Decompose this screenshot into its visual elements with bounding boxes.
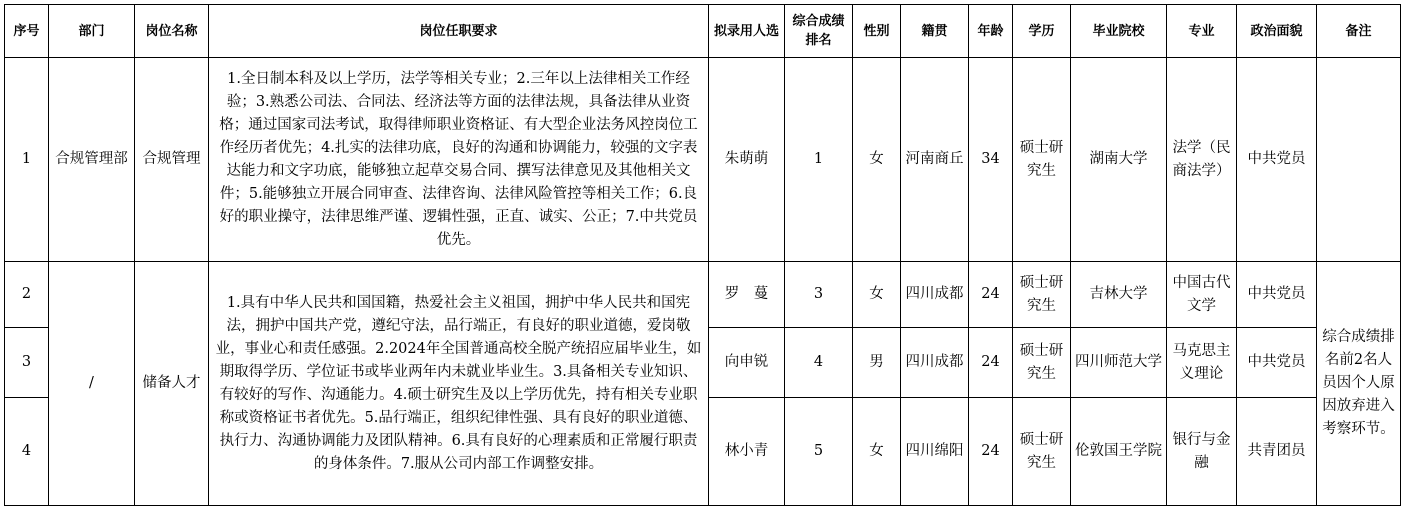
header-gender: 性别 — [853, 5, 901, 58]
cell-education: 硕士研究生 — [1013, 398, 1071, 506]
table-row — [5, 58, 1401, 262]
cell-age: 24 — [969, 328, 1013, 398]
cell-position: 储备人才 — [135, 262, 209, 506]
cell-origin: 河南商丘 — [901, 58, 969, 262]
cell-school: 四川师范大学 — [1071, 328, 1167, 398]
cell-major: 银行与金融 — [1167, 398, 1237, 506]
cell-school: 吉林大学 — [1071, 262, 1167, 328]
cell-political: 中共党员 — [1237, 262, 1317, 328]
cell-candidate: 林小青 — [709, 398, 785, 506]
cell-origin: 四川成都 — [901, 262, 969, 328]
cell-position: 合规管理 — [135, 58, 209, 262]
cell-no: 4 — [5, 398, 49, 506]
header-origin: 籍贯 — [901, 5, 969, 58]
header-school: 毕业院校 — [1071, 5, 1167, 58]
header-political: 政治面貌 — [1237, 5, 1317, 58]
cell-origin: 四川绵阳 — [901, 398, 969, 506]
cell-school: 湖南大学 — [1071, 58, 1167, 262]
header-row — [5, 5, 1401, 58]
header-department: 部门 — [49, 5, 135, 58]
cell-candidate: 向申锐 — [709, 328, 785, 398]
header-candidate: 拟录用人选 — [709, 5, 785, 58]
cell-origin: 四川成都 — [901, 328, 969, 398]
cell-major: 法学（民商法学） — [1167, 58, 1237, 262]
header-education: 学历 — [1013, 5, 1071, 58]
table-row — [5, 262, 1401, 328]
cell-no: 1 — [5, 58, 49, 262]
cell-requirements: 1.全日制本科及以上学历，法学等相关专业；2.三年以上法律相关工作经验；3.熟悉公司法、合同法、经济法等方面的法律法规，具备法律从业资格；通过国家司法考试，取得律师职业资格证、有大型企业法务风控岗位工作经历者优先；4.扎实的法律功底，良好的沟通和协调能力，较强的文字表达能力和文字功底，能够独立起草交易合同、撰写法律意见及其他相关文件；5.能够独立开展合同审查、法律咨询、法律风险管控等相关工作；6.良好的职业操守，法律思维严谨、逻辑性强，正直、诚实、公正；7.中共党员优先。 — [209, 58, 709, 262]
cell-department: 合规管理部 — [49, 58, 135, 262]
cell-gender: 男 — [853, 328, 901, 398]
header-rank: 综合成绩排名 — [785, 5, 853, 58]
cell-age: 24 — [969, 262, 1013, 328]
header-note: 备注 — [1317, 5, 1401, 58]
header-requirements: 岗位任职要求 — [209, 5, 709, 58]
cell-note: 综合成绩排名前2名人员因个人原因放弃进入考察环节。 — [1317, 262, 1401, 506]
cell-age: 24 — [969, 398, 1013, 506]
header-position: 岗位名称 — [135, 5, 209, 58]
cell-major: 马克思主义理论 — [1167, 328, 1237, 398]
header-no: 序号 — [5, 5, 49, 58]
cell-education: 硕士研究生 — [1013, 328, 1071, 398]
cell-candidate: 罗 蔓 — [709, 262, 785, 328]
cell-requirements: 1.具有中华人民共和国国籍，热爱社会主义祖国，拥护中华人民共和国宪法，拥护中国共产党，遵纪守法，品行端正，有良好的职业道德，爱岗敬业，事业心和责任感强。2.2024年全国普通高校全脱产统招应届毕业生，如期取得学历、学位证书或毕业两年内未就业毕业生。3.具备相关专业知识、有较好的写作、沟通能力。4.硕士研究生及以上学历优先，持有相关专业职称或资格证书者优先。5.品行端正，组织纪律性强、具有良好的职业道德、执行力、沟通协调能力及团队精神。6.具有良好的心理素质和正常履行职责的身体条件。7.服从公司内部工作调整安排。 — [209, 262, 709, 506]
cell-department: / — [49, 262, 135, 506]
cell-gender: 女 — [853, 262, 901, 328]
cell-rank: 3 — [785, 262, 853, 328]
cell-rank: 1 — [785, 58, 853, 262]
cell-age: 34 — [969, 58, 1013, 262]
cell-political: 共青团员 — [1237, 398, 1317, 506]
header-major: 专业 — [1167, 5, 1237, 58]
cell-school: 伦敦国王学院 — [1071, 398, 1167, 506]
header-age: 年龄 — [969, 5, 1013, 58]
cell-political: 中共党员 — [1237, 328, 1317, 398]
candidate-table — [4, 4, 1401, 506]
cell-rank: 5 — [785, 398, 853, 506]
cell-note — [1317, 58, 1401, 262]
cell-major: 中国古代文学 — [1167, 262, 1237, 328]
cell-gender: 女 — [853, 58, 901, 262]
cell-rank: 4 — [785, 328, 853, 398]
cell-education: 硕士研究生 — [1013, 58, 1071, 262]
cell-political: 中共党员 — [1237, 58, 1317, 262]
cell-no: 2 — [5, 262, 49, 328]
cell-no: 3 — [5, 328, 49, 398]
cell-candidate: 朱萌萌 — [709, 58, 785, 262]
cell-gender: 女 — [853, 398, 901, 506]
cell-education: 硕士研究生 — [1013, 262, 1071, 328]
